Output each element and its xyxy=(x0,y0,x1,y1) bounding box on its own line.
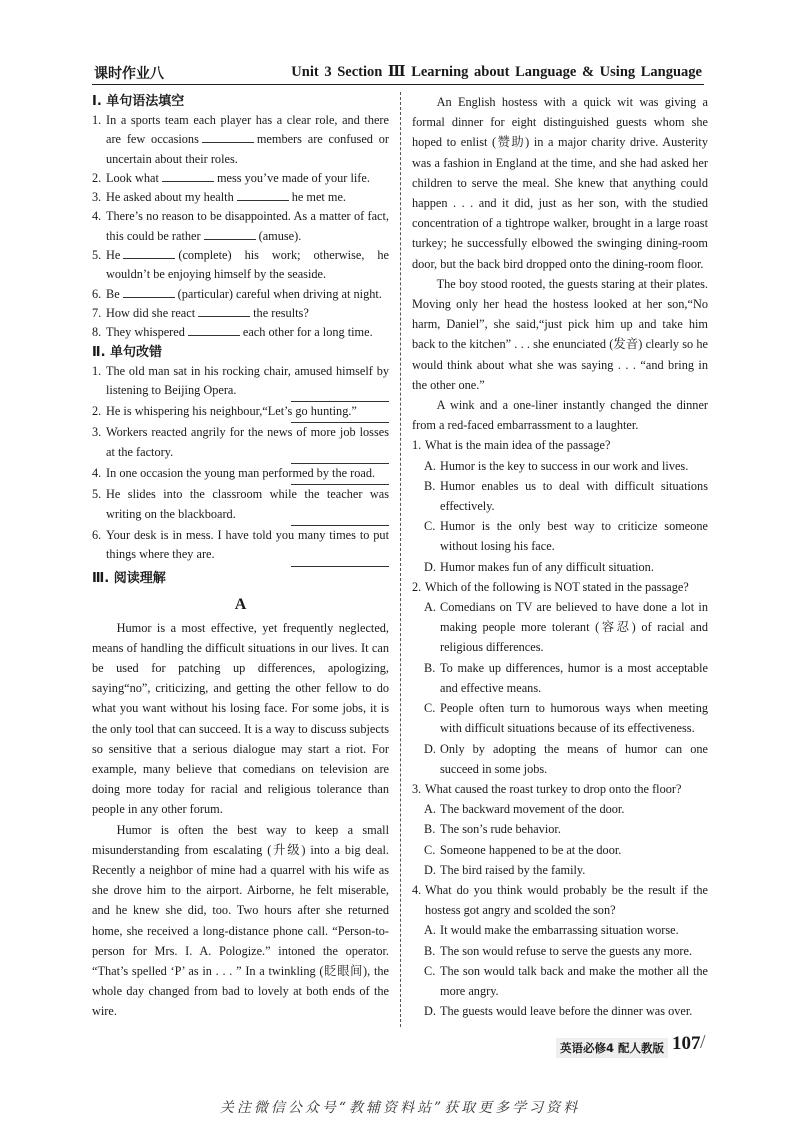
answer-option[interactable] xyxy=(412,961,708,1001)
answer-option[interactable] xyxy=(412,819,708,839)
error-correction-item xyxy=(92,402,389,423)
passage-paragraph: Humor is often the best way to keep a small misunderstanding from escalating (升级) into a big deal. Recently a neighbor of mine had a quarrel with his wife as she drove him to the airport. Airborne, he felt miserable, and he knew she did, too. Two hours after she returned home, she received a long-distance phone call. “Person-to-person for Mrs. I. A. Pologize.” intoned the operator. “That’s spelled ‘P’ as in . . . ” In a twinkling (眨眼间), the whole day changed from bad to lovely at both ends of the wire. xyxy=(92,822,389,1019)
option-text: Humor is the key to success in our work and lives. xyxy=(440,458,689,473)
item-text: He slides into the classroom while the teacher was writing on the blackboard. xyxy=(106,487,389,521)
header-unit-title: Unit 3 Section Ⅲ Learning about Language & Using Language xyxy=(291,64,702,80)
item-text: Workers reacted angrily for the news of more job losses at the factory. xyxy=(106,425,389,459)
answer-option[interactable] xyxy=(412,739,708,779)
section3-title: Ⅲ. 阅读理解 xyxy=(92,570,166,586)
question-number: 4. xyxy=(412,882,422,897)
option-text: The guests would leave before the dinner was over. xyxy=(440,1004,693,1019)
option-letter: A. xyxy=(424,923,436,938)
item-number: 8. xyxy=(92,325,102,340)
passage-paragraph: Humor is a most effective, yet frequently neglected, means of handling the difficult situations in our lives. It can be used for patching up differences, apologizing, saying“no”, criticizing, and getting the other fellow to do what you want without his losing face. For some jobs, it is the only tool that can succeed. It is a way to discuss subjects so sensitive that a serious dialogue may start a riot. For example, many believe that comedians on television are doing more today for racial and religious tolerance than people in any other forum. xyxy=(92,620,389,817)
item-text-after: members are confused or uncertain about their roles. xyxy=(106,132,389,166)
item-text-after: (amuse). xyxy=(258,228,302,243)
item-text-before: He xyxy=(106,248,121,263)
answer-option[interactable] xyxy=(412,456,708,476)
option-text: To make up differences, humor is a most acceptable and effective means. xyxy=(440,660,708,695)
option-text: The bird raised by the family. xyxy=(440,862,586,877)
option-text: The son would refuse to serve the guests any more. xyxy=(440,943,693,958)
answer-option[interactable] xyxy=(412,658,708,698)
answer-option[interactable] xyxy=(412,860,708,880)
section2-list xyxy=(92,362,389,567)
answer-blank[interactable] xyxy=(188,324,240,336)
item-number: 1. xyxy=(92,113,102,127)
fill-blank-item xyxy=(92,246,389,285)
answer-option[interactable] xyxy=(412,597,708,658)
right-column xyxy=(412,92,708,1021)
left-column xyxy=(92,92,389,1022)
item-text: In one occasion the young man performed by the road. xyxy=(106,466,376,481)
option-letter: C. xyxy=(424,963,436,978)
option-letter: B. xyxy=(424,660,436,675)
item-number: 6. xyxy=(92,286,102,301)
item-number: 4. xyxy=(92,209,102,224)
item-text: He is whispering his neighbour,“Let’s go hunting.” xyxy=(106,404,357,419)
option-text: Someone happened to be at the door. xyxy=(440,842,622,857)
answer-blank[interactable] xyxy=(202,131,254,143)
answer-option[interactable] xyxy=(412,920,708,940)
item-text: Your desk is in mess. I have told you many times to put things where they are. xyxy=(106,527,389,562)
question-number: 3. xyxy=(412,781,422,796)
item-text: The old man sat in his rocking chair, amused himself by listening to Beijing Opera. xyxy=(106,363,389,397)
passage-paragraph: An English hostess with a quick wit was giving a formal dinner for eight distinguished guests whom she hoped to enlist (赞助) in a major charity drive. Austerity was a fashion in England at the time, and she had asked her children to serve the meal. She knew that anything could happen . . . and it did, just as her son, with the studied concentration of a tightrope walker, brought in a large roast turkey; he successfully elbowed the swinging dining-room door, but the back bird dropped onto the dining-room floor. xyxy=(412,95,708,271)
answer-option[interactable] xyxy=(412,840,708,860)
question-stem xyxy=(412,577,708,597)
answer-option[interactable] xyxy=(412,516,708,556)
answer-blank[interactable] xyxy=(162,170,214,182)
question-text: Which of the following is NOT stated in the passage? xyxy=(425,579,689,594)
question-stem xyxy=(412,880,708,920)
item-number: 2. xyxy=(92,404,102,419)
fill-blank-item xyxy=(92,188,389,207)
item-number: 4. xyxy=(92,466,102,481)
item-number: 7. xyxy=(92,305,102,320)
option-letter: A. xyxy=(424,458,436,473)
passage-label: A xyxy=(234,595,247,613)
option-text: Humor is the only best way to criticize someone without losing his face. xyxy=(440,519,708,554)
question-list xyxy=(412,435,708,1021)
bottom-note: 关注微信公众号“教辅资料站”获取更多学习资料 xyxy=(219,1100,581,1116)
item-text-before: They whispered xyxy=(106,325,185,340)
option-text: It would make the embarrassing situation worse. xyxy=(440,923,679,938)
passage-paragraph: The boy stood rooted, the guests staring at their plates. Moving only her head the hostess looked at her son,“No harm, Daniel”, she said,“just pick him up and take him back to the kitchen” . . . she enunciated (发音) clearly so he would think about what she was saying . . . “and bring in the other one.” xyxy=(412,276,708,392)
item-number: 1. xyxy=(92,363,102,378)
option-letter: B. xyxy=(424,822,436,837)
answer-option[interactable] xyxy=(412,557,708,577)
answer-option[interactable] xyxy=(412,1001,708,1021)
header-lesson-title: 课时作业八 xyxy=(94,66,164,82)
question-text: What is the main idea of the passage? xyxy=(425,438,611,453)
option-letter: C. xyxy=(424,701,436,716)
option-text: Comedians on TV are believed to have done a lot in making people more tolerant (容忍) of racial and religious differences. xyxy=(440,600,708,655)
item-number: 5. xyxy=(92,248,102,263)
option-letter: C. xyxy=(424,519,436,534)
question-text: What do you think would probably be the result if the hostess got angry and scolded the son? xyxy=(425,882,708,918)
answer-blank[interactable] xyxy=(123,247,175,259)
item-text-after: each other for a long time. xyxy=(242,325,373,340)
item-text-before: He asked about my health xyxy=(106,190,234,205)
question-number: 1. xyxy=(412,438,422,453)
fill-blank-item xyxy=(92,169,389,188)
option-letter: D. xyxy=(424,862,436,877)
question-number: 2. xyxy=(412,579,422,594)
section1-list xyxy=(92,111,389,343)
column-divider xyxy=(400,92,401,1027)
item-text-before: In a sports team each player has a clear role, and there are few occasions xyxy=(106,113,389,147)
section2-title: Ⅱ. 单句改错 xyxy=(92,344,163,360)
option-text: Humor makes fun of any difficult situation. xyxy=(440,559,654,574)
fill-blank-item xyxy=(92,207,389,246)
option-letter: A. xyxy=(424,802,436,817)
page-slash-decoration: / xyxy=(700,1031,706,1053)
option-letter: A. xyxy=(424,600,436,615)
header-rule xyxy=(92,84,704,85)
item-text-after: (complete) his work; otherwise, he wouldn’t be enjoying himself by the seaside. xyxy=(106,248,389,282)
answer-blank[interactable] xyxy=(237,189,289,201)
section1-title: Ⅰ. 单句语法填空 xyxy=(92,94,185,109)
item-text-before: Be xyxy=(106,286,120,301)
item-text-before: There’s no reason to be disappointed. As a matter of fact, this could be rather xyxy=(106,209,389,243)
option-letter: B. xyxy=(424,943,436,958)
answer-option[interactable] xyxy=(412,476,708,516)
option-text: People often turn to humorous ways when meeting with difficult situations because of its effectiveness. xyxy=(440,701,708,736)
book-label: 英语必修4 配人教版 xyxy=(556,1038,668,1058)
option-text: The son would talk back and make the mother all the more angry. xyxy=(440,963,708,998)
question-stem xyxy=(412,435,708,455)
item-text-before: How did she react xyxy=(106,305,196,320)
answer-line[interactable] xyxy=(291,565,389,567)
fill-blank-item xyxy=(92,323,389,342)
answer-blank[interactable] xyxy=(198,305,250,317)
answer-blank[interactable] xyxy=(204,228,256,240)
item-text-after: he met me. xyxy=(291,190,347,205)
answer-option[interactable] xyxy=(412,941,708,961)
item-text-before: Look what xyxy=(106,170,159,185)
fill-blank-item xyxy=(92,304,389,323)
option-letter: D. xyxy=(424,1004,436,1019)
fill-blank-item xyxy=(92,111,389,169)
option-text: The son’s rude behavior. xyxy=(440,822,561,837)
answer-blank[interactable] xyxy=(123,286,175,298)
item-number: 2. xyxy=(92,170,102,185)
option-letter: D. xyxy=(424,559,436,574)
question-stem xyxy=(412,779,708,799)
passage-paragraph: A wink and a one-liner instantly changed the dinner from a red-faced embarrassment to a laughter. xyxy=(412,398,708,433)
item-number: 3. xyxy=(92,425,102,440)
item-number: 5. xyxy=(92,487,102,502)
item-text-after: (particular) careful when driving at night. xyxy=(177,286,382,301)
question-text: What caused the roast turkey to drop onto the floor? xyxy=(425,781,682,796)
error-correction-item xyxy=(92,423,389,464)
error-correction-item xyxy=(92,526,389,567)
answer-option[interactable] xyxy=(412,799,708,819)
option-letter: B. xyxy=(424,478,436,493)
error-correction-item xyxy=(92,362,389,403)
fill-blank-item xyxy=(92,285,389,304)
page-number: 107 xyxy=(672,1033,701,1054)
item-text-after: the results? xyxy=(253,305,309,320)
item-text-after: mess you’ve made of your life. xyxy=(216,170,370,185)
option-letter: C. xyxy=(424,842,436,857)
answer-option[interactable] xyxy=(412,698,708,738)
item-number: 6. xyxy=(92,527,102,542)
item-number: 3. xyxy=(92,190,102,205)
option-text: The backward movement of the door. xyxy=(440,802,625,817)
error-correction-item xyxy=(92,464,389,485)
option-text: Humor enables us to deal with difficult situations effectively. xyxy=(440,478,708,514)
error-correction-item xyxy=(92,485,389,526)
option-text: Only by adopting the means of humor can one succeed in some jobs. xyxy=(440,741,708,776)
option-letter: D. xyxy=(424,741,436,756)
